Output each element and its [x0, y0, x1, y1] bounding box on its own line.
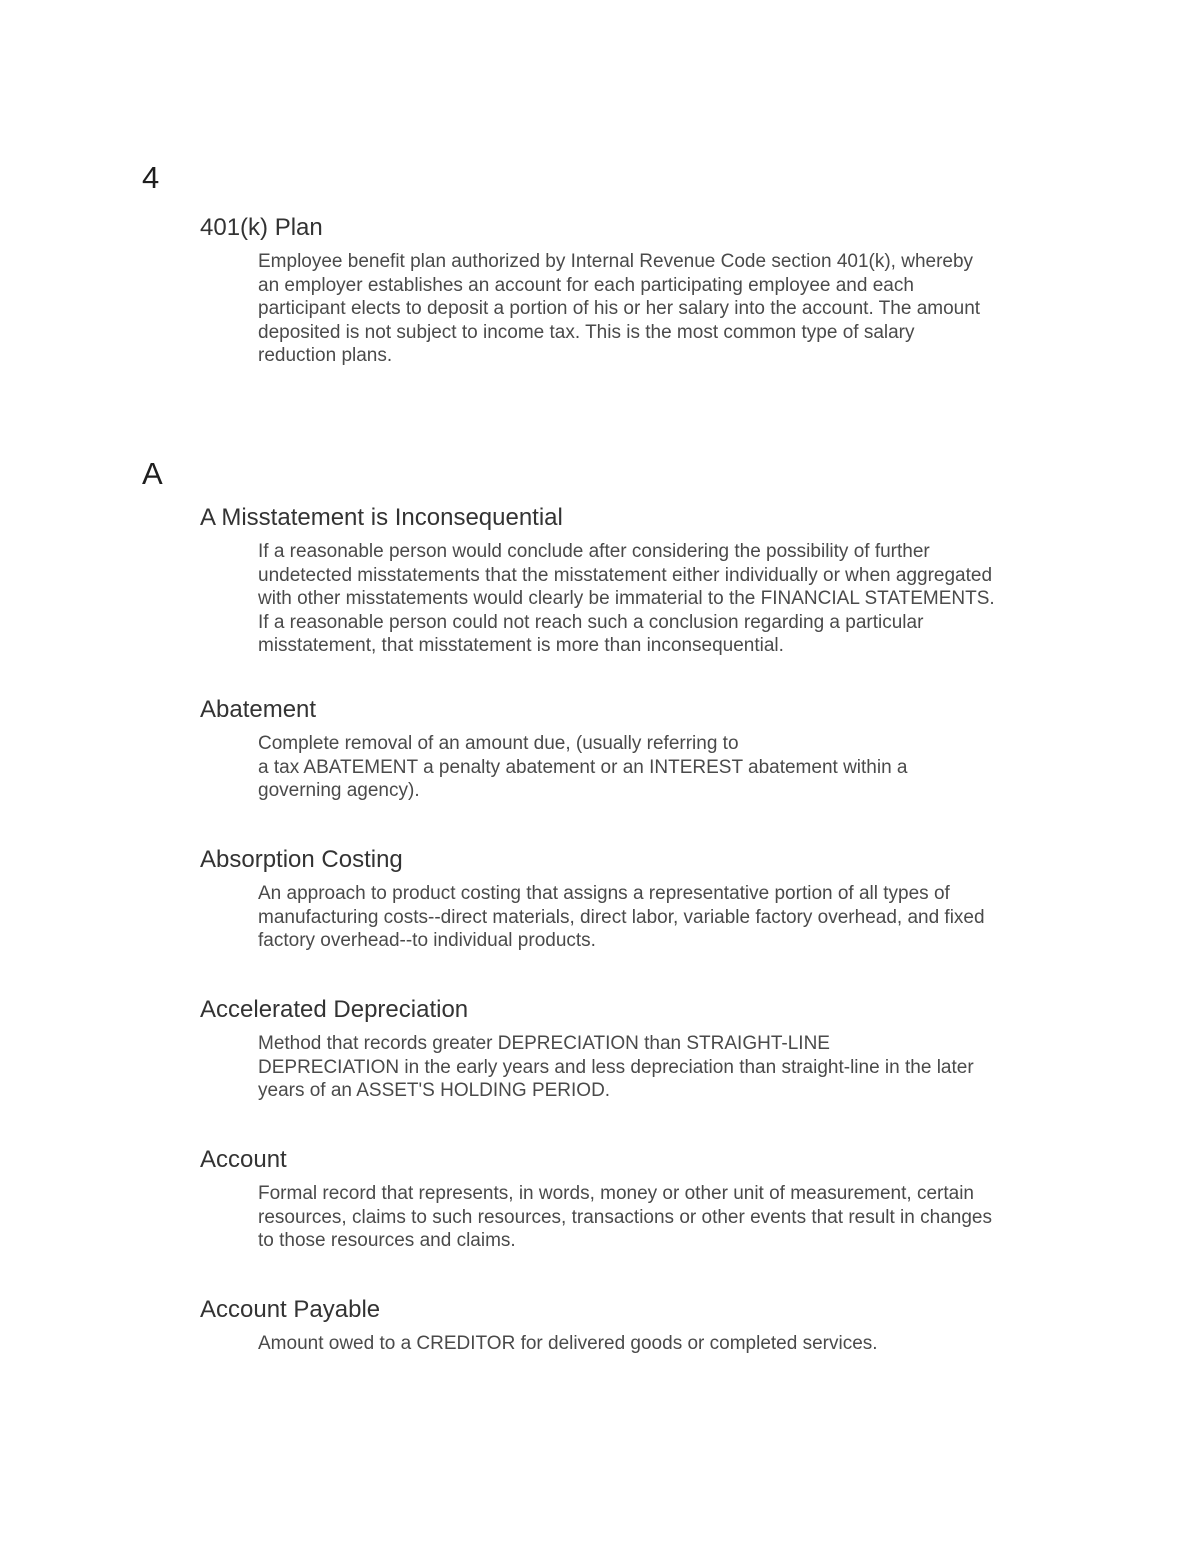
glossary-entry-accelerated-depreciation — [200, 996, 1080, 1103]
definition-line: misstatement, that misstatement is more than inconsequential. — [258, 635, 784, 657]
glossary-entry-account — [200, 1146, 1080, 1253]
definition-line: years of an ASSET'S HOLDING PERIOD. — [258, 1080, 611, 1102]
glossary-entry-401k-plan — [200, 214, 1080, 368]
definition-line: Amount owed to a CREDITOR for delivered goods or completed services. — [258, 1333, 878, 1354]
glossary-entry-abatement — [200, 696, 1080, 803]
definition-line: an employer establishes an account for each participating employee and each — [258, 274, 914, 296]
glossary-entry-misstatement — [200, 504, 1080, 658]
term-definition — [258, 1182, 1078, 1253]
definition-line: resources, claims to such resources, transactions or other events that result in changes — [258, 1206, 992, 1228]
section-heading-4: 4 — [142, 160, 160, 195]
term-definition — [258, 1032, 1078, 1103]
definition-line: a tax ABATEMENT a penalty abatement or an INTEREST abatement within a — [258, 756, 908, 778]
definition-line: governing agency). — [258, 780, 420, 802]
definition-line: manufacturing costs--direct materials, direct labor, variable factory overhead, and fixed — [258, 906, 985, 928]
section-heading-a: A — [142, 456, 163, 491]
term-title: 401(k) Plan — [200, 214, 323, 241]
definition-line: Method that records greater DEPRECIATION than STRAIGHT-LINE — [258, 1033, 830, 1054]
definition-line: An approach to product costing that assigns a representative portion of all types of — [258, 883, 950, 904]
definition-line: Complete removal of an amount due, (usually referring to — [258, 733, 739, 754]
term-definition — [258, 732, 1078, 803]
definition-line: factory overhead--to individual products. — [258, 930, 596, 952]
definition-line: with other misstatements would clearly be immaterial to the FINANCIAL STATEMENTS. — [258, 588, 995, 610]
term-title: Account — [200, 1146, 287, 1173]
term-title: Absorption Costing — [200, 846, 403, 873]
term-definition — [258, 540, 1078, 658]
definition-line: reduction plans. — [258, 345, 393, 367]
definition-line: to those resources and claims. — [258, 1230, 516, 1252]
definition-line: If a reasonable person would conclude after considering the possibility of further — [258, 541, 930, 562]
glossary-entry-absorption-costing — [200, 846, 1080, 953]
definition-line: Formal record that represents, in words, money or other unit of measurement, certain — [258, 1183, 974, 1204]
term-title: A Misstatement is Inconsequential — [200, 504, 563, 531]
definition-line: deposited is not subject to income tax. This is the most common type of salary — [258, 321, 915, 343]
definition-line: If a reasonable person could not reach such a conclusion regarding a particular — [258, 611, 924, 633]
definition-line: undetected misstatements that the misstatement either individually or when aggregated — [258, 564, 993, 586]
term-definition — [258, 250, 1078, 368]
term-definition — [258, 1332, 1078, 1356]
term-title: Account Payable — [200, 1296, 381, 1323]
definition-line: DEPRECIATION in the early years and less depreciation than straight-line in the later — [258, 1056, 974, 1078]
glossary-entry-account-payable — [200, 1296, 1080, 1356]
definition-line: Employee benefit plan authorized by Internal Revenue Code section 401(k), whereby — [258, 251, 974, 272]
definition-line: participant elects to deposit a portion of his or her salary into the account. The amount — [258, 298, 981, 320]
term-definition — [258, 882, 1078, 953]
term-title: Abatement — [200, 696, 317, 723]
term-title: Accelerated Depreciation — [200, 996, 469, 1023]
